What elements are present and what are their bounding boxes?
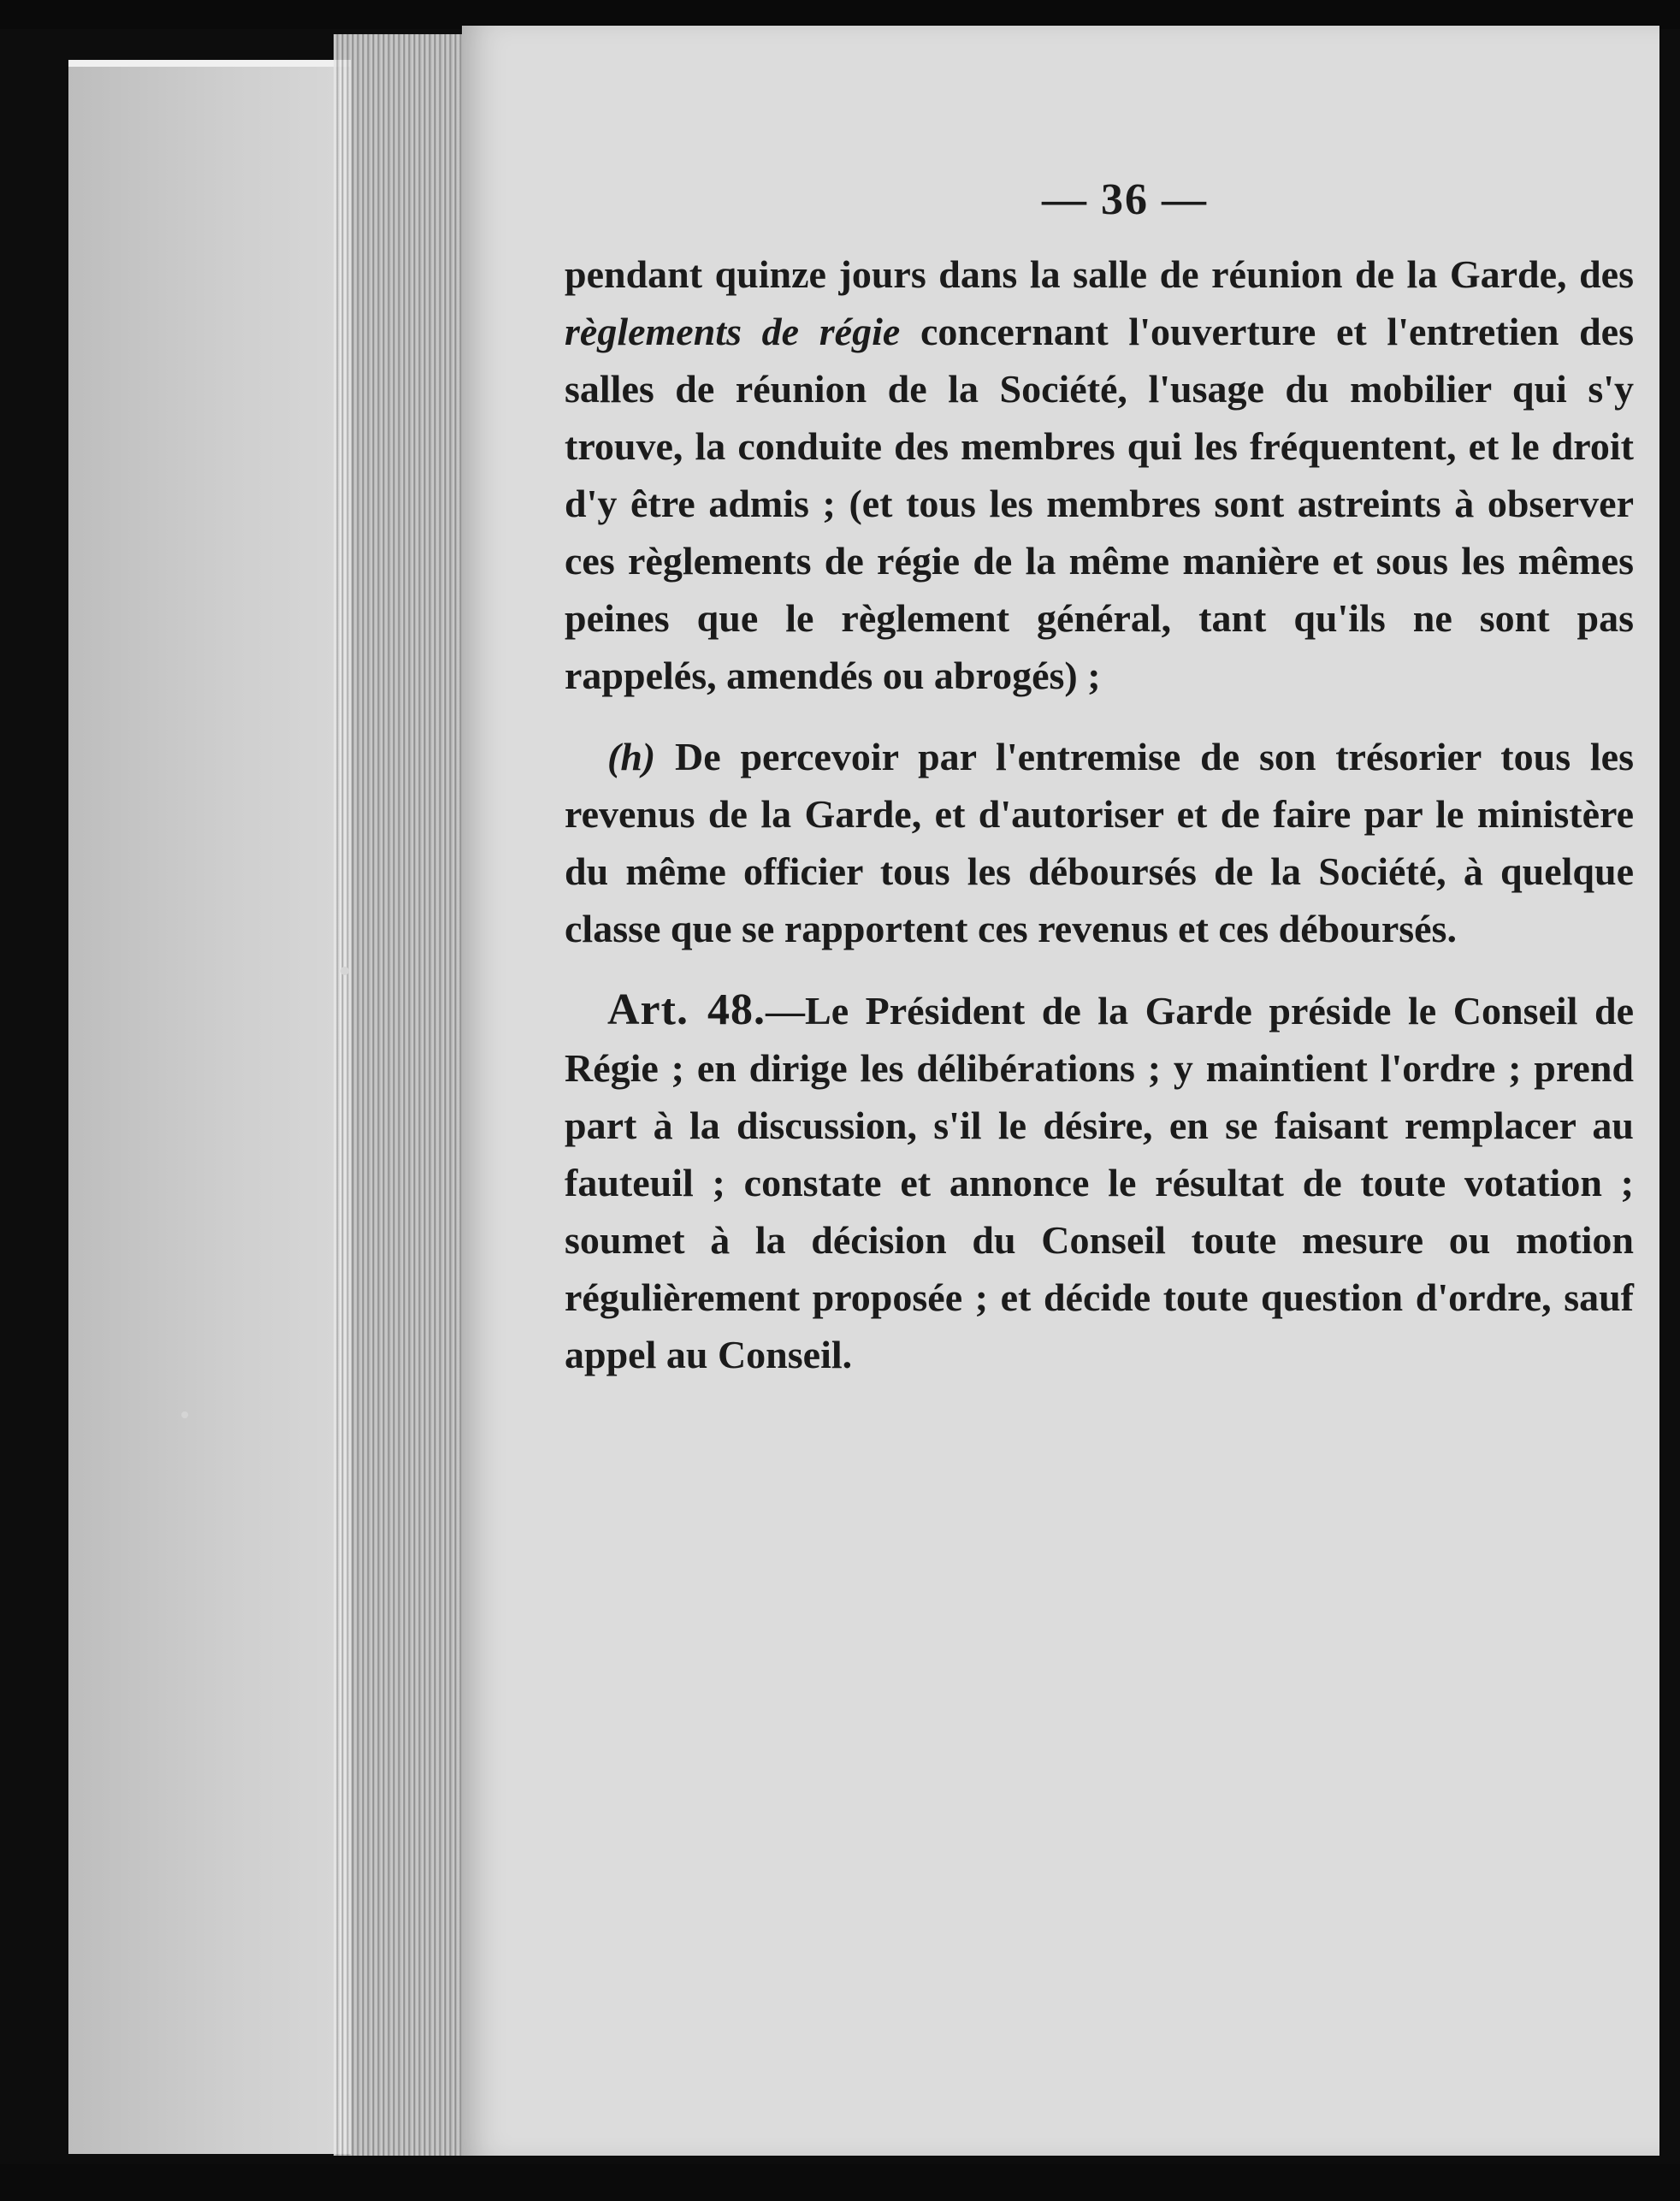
scan-border-bottom	[0, 2164, 1680, 2201]
paragraph-text-part1: pendant quinze jours dans la salle de réunion de la Garde, des	[565, 252, 1634, 296]
paragraph-h-label: (h)	[607, 735, 656, 778]
article-48	[565, 981, 1634, 1383]
scan-border-top	[0, 0, 1680, 29]
paragraph-emphasis: règlements de régie	[565, 310, 901, 353]
facing-page-edge	[68, 60, 351, 2154]
speck	[340, 967, 349, 975]
page-number: — 36 —	[1042, 175, 1208, 224]
article-48-label: Art. 48.	[607, 985, 766, 1034]
paragraph-h	[565, 728, 1634, 957]
paragraph-text-part2: concernant l'ouverture et l'entretien des salles de réunion de la Société, l'usage du mobilier qui s'y trouve, la conduite des membres qui les fréquentent, et le droit d'y être admis ; (et tous les membres sont astreints à observer ces règlements de régie de la même manière et sous les mêmes peines que le règlement général, tant qu'ils ne sont pas rappelés, amendés ou abrogés) ;	[565, 310, 1634, 697]
paragraph-continuation	[565, 246, 1634, 704]
page-text	[565, 171, 1634, 1383]
page-stack-edges	[334, 34, 470, 2156]
speck	[181, 1411, 188, 1418]
article-48-text: —Le Président de la Garde préside le Conseil de Régie ; en dirige les délibérations ; y maintient l'ordre ; prend part à la discussion, s'il le désire, en se faisant remplacer au fauteuil ; constate et annonce le résultat de toute votation ; soumet à la décision du Conseil toute mesure ou motion régulièrement proposée ; et décide toute question d'ordre, sauf appel au Conseil.	[565, 989, 1635, 1376]
paragraph-h-text: De percevoir par l'entremise de son trésorier tous les revenus de la Garde, et d'autoriser et de faire par le ministère du même officier tous les déboursés de la Société, à quelque classe que se rapportent ces revenus et ces déboursés.	[565, 735, 1634, 950]
